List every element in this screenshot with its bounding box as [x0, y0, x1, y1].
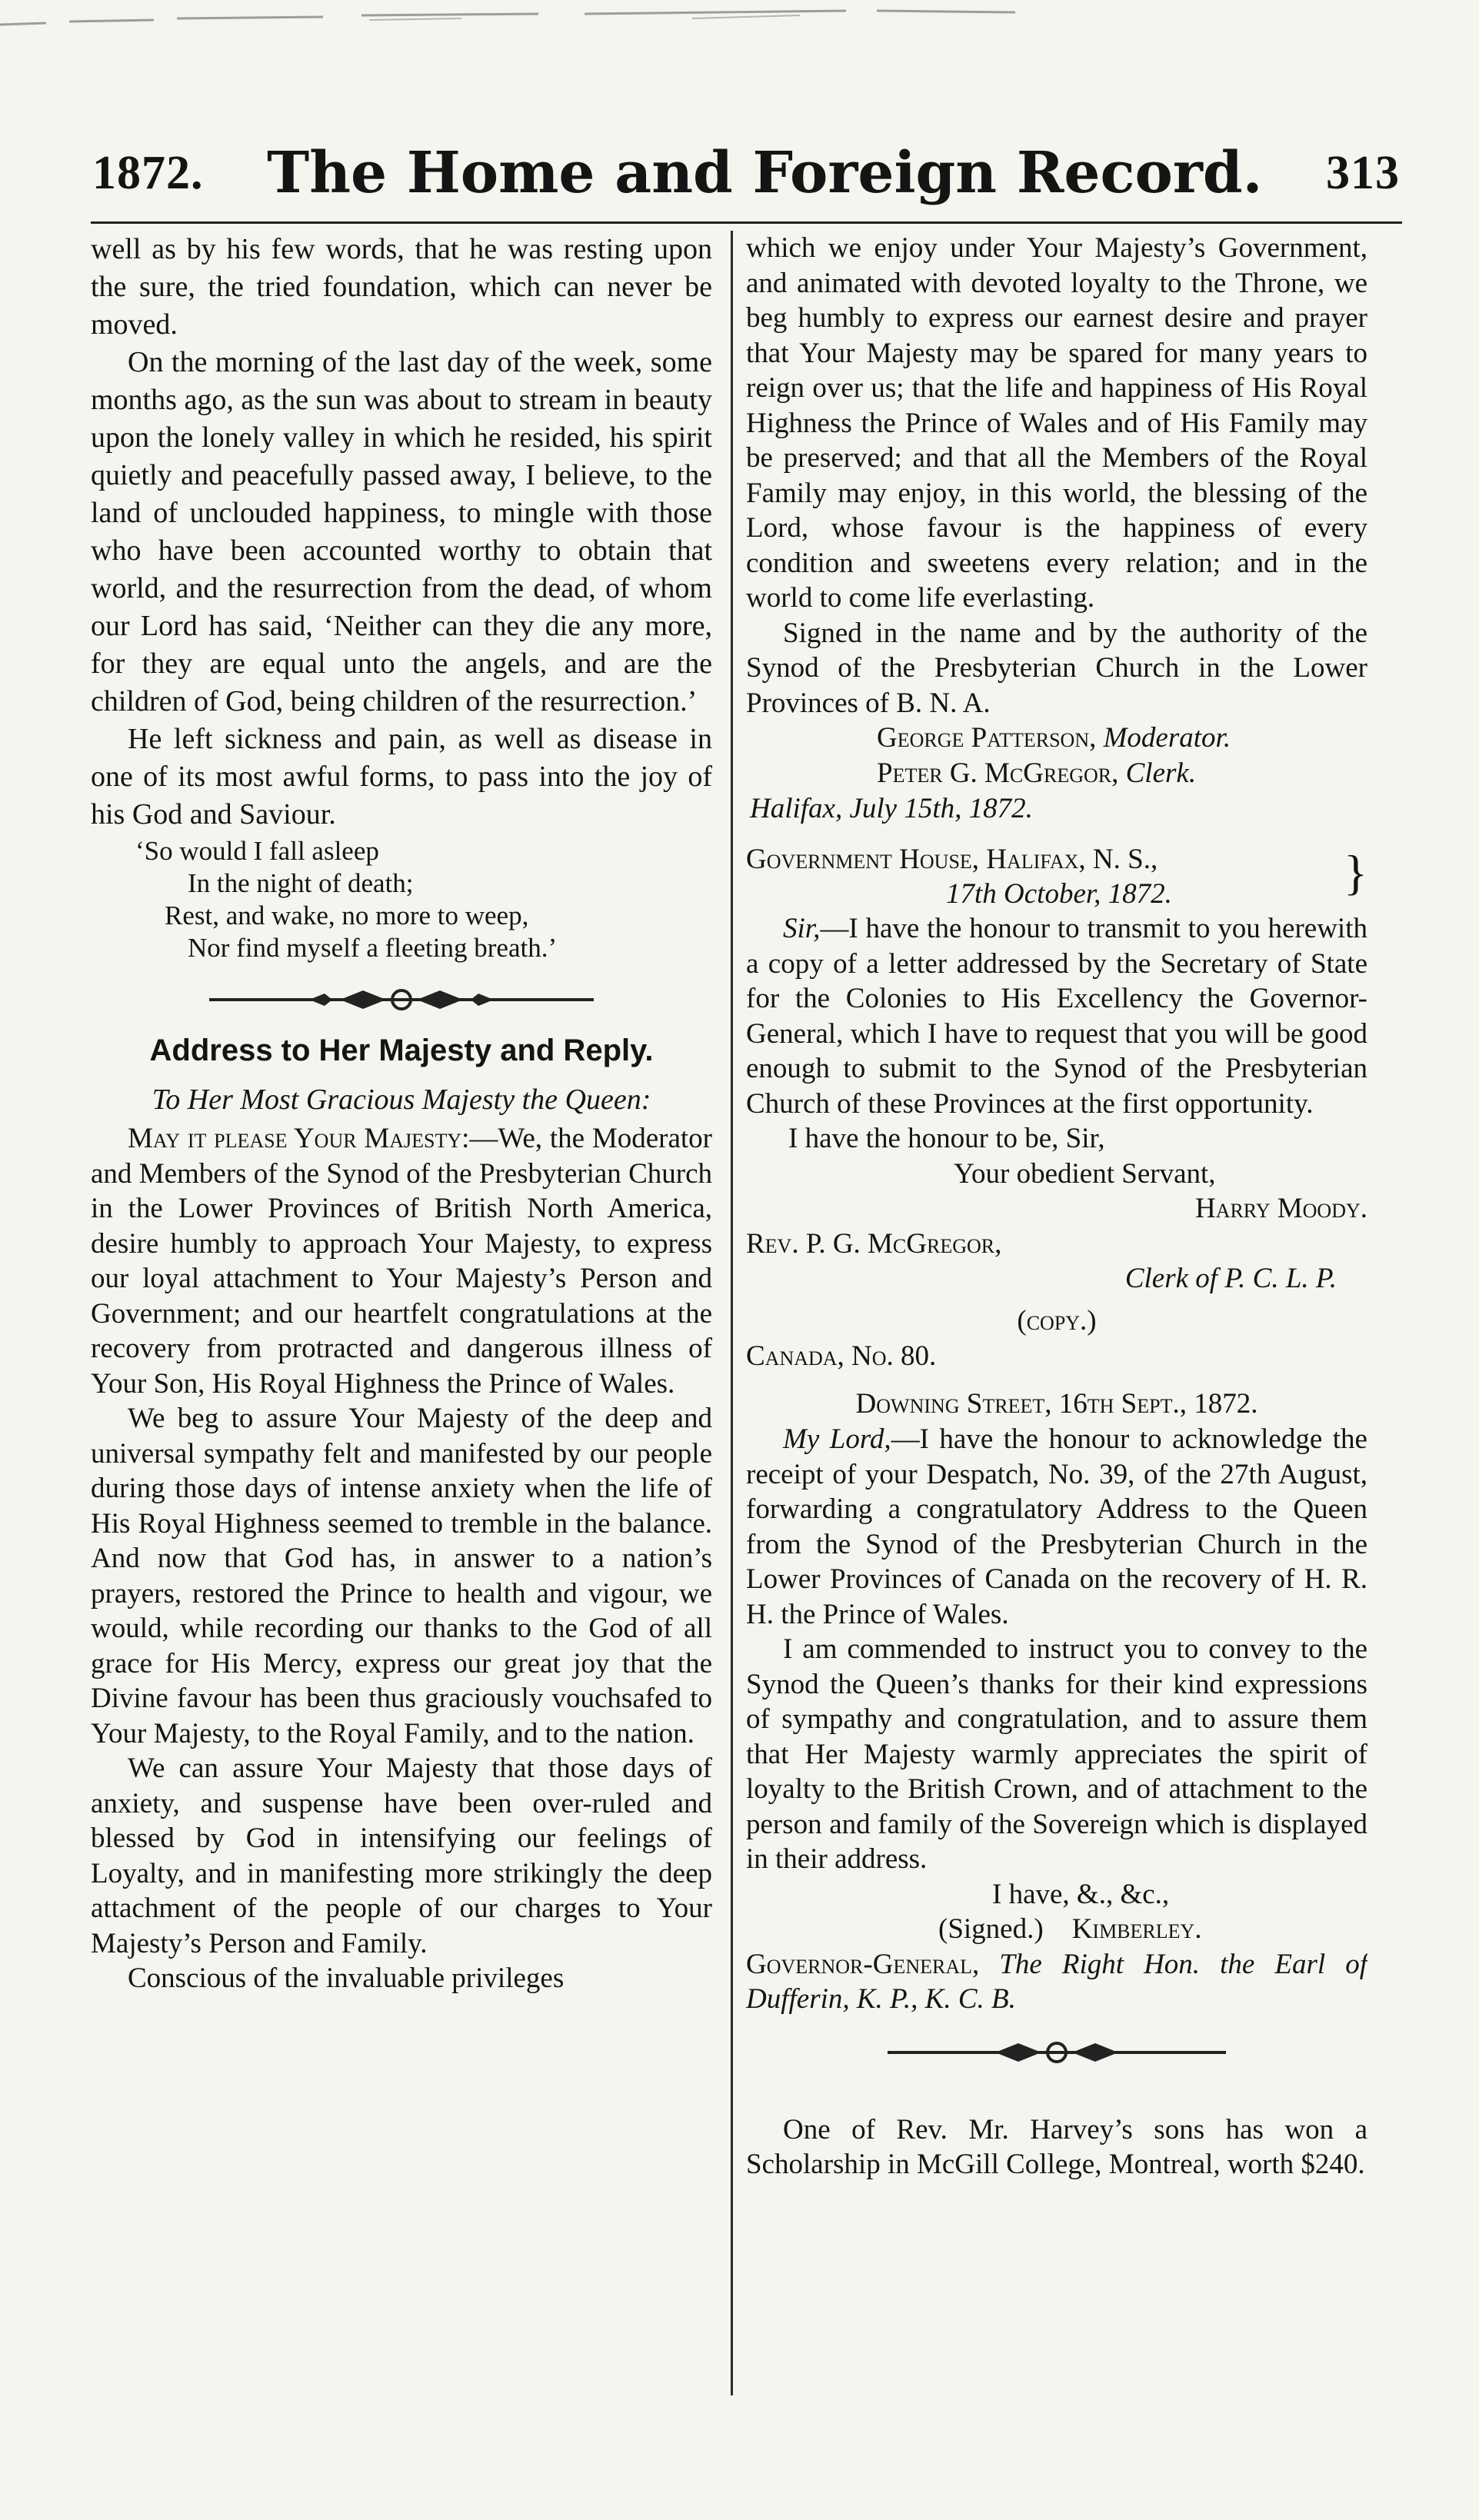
sir-salutation: Sir,	[783, 913, 821, 944]
poem-line: ‘So would I fall asleep	[135, 836, 379, 866]
morning-paragraph: On the morning of the last day of the week, some months ago, as the sun was about to stream in beauty upon the lonely valley in which he resided, his spirit quietly and peacefully passed away, I believe, to the land of unclouded happiness, to mingle with those who have been accounted worthy to obtain that world, and the resurrection from the dead, of whom our Lord has said, ‘Neither can they die any more, for they are equal unto the angels, and are the children of God, being children of the resurrection.’	[91, 346, 712, 717]
moderator-signature	[746, 721, 1367, 756]
canada-number: Canada, No. 80.	[746, 1340, 937, 1372]
poem-line: Rest, and wake, no more to weep,	[165, 900, 529, 930]
signer-kimberley: Kimberley.	[1071, 1913, 1202, 1945]
section-title: Address to Her Majesty and Reply.	[149, 1034, 654, 1067]
sir-letter-text: —I have the honour to transmit to you herewith a copy of a letter addressed by the Secretary of State for the Colonies to His Excellency the Governor-General, which I have to request that you will be good enough to submit to the Synod of the Presbyterian Church of these Provinces at the first opportunity.	[746, 913, 1367, 1120]
publication-title: The Home and Foreign Record.	[267, 140, 1263, 206]
downing-street-heading	[746, 1386, 1367, 1422]
clerk-signature	[746, 756, 1367, 791]
clerk-role: Clerk.	[1125, 757, 1197, 789]
poem-line: Nor find myself a fleeting breath.’	[188, 933, 558, 963]
header-year: 1872.	[92, 146, 204, 199]
signed-label: (Signed.)	[938, 1913, 1044, 1945]
address-paragraph-4-start: Conscious of the invaluable privileges	[128, 1962, 565, 1994]
moderator-role: Moderator.	[1103, 722, 1231, 754]
governor-general-line	[746, 1947, 1367, 2017]
copy-note: (copy.)	[1017, 1304, 1097, 1337]
government-house-line: Government House, Halifax, N. S.,	[746, 844, 1158, 875]
moderator-name: George Patterson,	[877, 722, 1097, 754]
addressee-role: Clerk of P. C. L. P.	[1124, 1263, 1337, 1294]
address-salutation: To Her Most Gracious Majesty the Queen:	[152, 1084, 651, 1116]
lord-letter	[746, 1422, 1367, 1632]
header-rule	[91, 221, 1402, 224]
signer-moody: Harry Moody.	[1194, 1193, 1367, 1224]
lord-salutation: My Lord,	[783, 1423, 891, 1455]
poem-verse	[91, 835, 712, 964]
right-column	[746, 231, 1367, 2399]
page-number: 313	[1326, 146, 1400, 199]
closing-line-1: I have the honour to be, Sir,	[788, 1123, 1105, 1154]
government-house-date: 17th October, 1872.	[946, 878, 1172, 910]
addressee-name: Rev. P. G. McGregor,	[746, 1227, 1002, 1260]
place-date: Halifax, July 15th, 1872.	[750, 793, 1033, 824]
poem-line: In the night of death;	[188, 868, 414, 898]
address-paragraph-1-text: :—We, the Moderator and Members of the Synod of the Presbyterian Church in the Lower Provinces of British North America, desire humbly to approach Your Majesty, to express our loyal attachment to Your Majesty’s Person and Government; and our heartfelt congratulations at the recovery from protracted and dangerous illness of Your Son, His Royal Highness the Prince of Wales.	[91, 1123, 712, 1400]
address-opening: May it please Your Majesty	[128, 1123, 462, 1154]
column-divider	[731, 231, 733, 2395]
commanded-paragraph: I am commended to instruct you to convey to the Synod the Queen’s thanks for their kind expressions of sympathy and congratulation, and to assure them that Her Majesty warmly appreciates the spirit of loyalty to the British Crown, and of attachment to the person and family of the Sovereign which is displayed in their address.	[746, 1633, 1367, 1875]
governor-general-label: Governor-General,	[746, 1948, 980, 1980]
address-paragraph-2: We beg to assure Your Majesty of the deep and universal sympathy felt and manifested by our people during those days of intense anxiety when the life of His Royal Highness seemed to tremble in the balance. And now that God has, in answer to a nation’s prayers, restored the Prince to health and vigour, we would, while recording our thanks to the God of all grace for His Mercy, express our great joy that the Divine favour has been thus graciously vouchsafed to Your Majesty, to the Royal Family, and to the nation.	[91, 1403, 712, 1749]
address-paragraph-4-continued: which we enjoy under Your Majesty’s Government, and animated with devoted loyalty to the Throne, we beg humbly to express our earnest desire and prayer that Your Majesty may be spared for many years to reign over us; that the life and happiness of His Royal Highness the Prince of Wales and of His Family may be preserved; and that all the Members of the Royal Family may enjoy, in this world, the blessing of the Lord, whose favour is the happiness of every condition and sweetens every relation; and in the world to come life everlasting.	[746, 232, 1367, 614]
page-header	[92, 138, 1400, 208]
sir-letter	[746, 911, 1367, 1121]
clerk-name: Peter G. McGregor,	[877, 757, 1119, 789]
brace-glyph: }	[1344, 845, 1367, 900]
kimberley-signature	[746, 1912, 1367, 1947]
closing-line-2: Your obedient Servant,	[954, 1157, 1216, 1190]
left-column	[91, 231, 712, 2399]
ornament-divider-icon	[880, 2037, 1234, 2068]
continuation-paragraph: well as by his few words, that he was resting upon the sure, the tried foundation, which can never be moved.	[91, 233, 712, 341]
address-paragraph-3: We can assure Your Majesty that those days of anxiety, and suspense have been over-ruled and blessed by God in intensifying our feelings of Loyalty, and in manifesting more strikingly the deep attachment of the people of our charges to Your Majesty’s Person and Family.	[91, 1753, 712, 1959]
lord-letter-text: —I have the honour to acknowledge the receipt of your Despatch, No. 39, of the 27th August, forwarding a congratulatory Address to the Queen from the Synod of the Presbyterian Church in the Lower Provinces of Canada on the recovery of H. R. H. the Prince of Wales.	[746, 1423, 1367, 1630]
scholarship-notice: One of Rev. Mr. Harvey’s sons has won a Scholarship in McGill College, Montreal, worth $240.	[746, 2113, 1367, 2180]
government-house-heading	[746, 842, 1367, 911]
address-paragraph-1	[91, 1121, 712, 1401]
signed-paragraph: Signed in the name and by the authority of the Synod of the Presbyterian Church in the Lower Provinces of B. N. A.	[746, 617, 1367, 719]
closing-line-3: I have, &., &c.,	[992, 1878, 1170, 1910]
downing-street-text: Downing Street, 16th Sept., 1872.	[855, 1388, 1258, 1420]
top-edge-scan-marks	[0, 0, 1479, 46]
sickness-paragraph: He left sickness and pain, as well as disease in one of its most awful forms, to pass into the joy of his God and Saviour.	[91, 723, 712, 831]
ornament-divider-icon	[202, 984, 601, 1015]
governor-general-name: The Right Hon. the Earl of Dufferin, K. P., K. C. B.	[746, 1948, 1367, 2015]
